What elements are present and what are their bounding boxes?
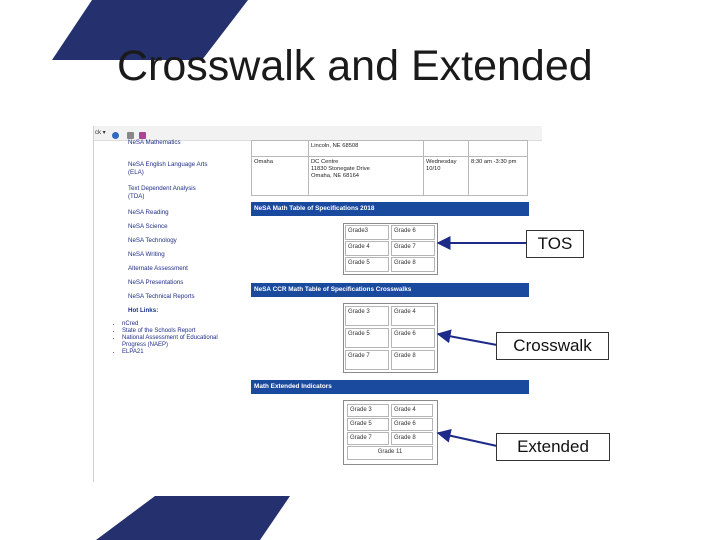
table-cell: Lincoln, NE 68508 (309, 141, 424, 157)
crosswalk-grade-link[interactable]: Grade 5 (345, 328, 389, 348)
sidebar-item[interactable]: NeSA Presentations (128, 279, 184, 286)
crosswalk-grade-link[interactable]: Grade 6 (391, 328, 435, 348)
hot-links-heading: Hot Links: (128, 307, 159, 314)
extended-section-header: Math Extended Indicators (251, 380, 529, 394)
extended-grade-link[interactable]: Grade 8 (391, 432, 433, 445)
tos-grade-link[interactable]: Grade 6 (391, 225, 435, 240)
tos-grade-link[interactable]: Grade 8 (391, 257, 435, 272)
hot-link[interactable]: • nCred (122, 321, 236, 328)
table-cell: Omaha (252, 157, 309, 196)
tos-callout: TOS (526, 230, 584, 258)
table-cell: 8:30 am -3:30 pm (469, 157, 528, 196)
sidebar-item[interactable]: Text Dependent Analysis (TDA) (128, 185, 196, 200)
tos-grade-link[interactable]: Grade3 (345, 225, 389, 240)
sidebar-item[interactable]: NeSA Mathematics (128, 139, 181, 145)
tos-section-header: NeSA Math Table of Specifications 2018 (251, 202, 529, 216)
sidebar-item[interactable]: Alternate Assessment (128, 265, 188, 272)
crosswalk-grade-link[interactable]: Grade 7 (345, 350, 389, 370)
sidebar-item[interactable]: NeSA Technical Reports (128, 293, 195, 300)
event-date: 10/10 (426, 166, 441, 172)
sidebar-item[interactable]: NeSA Technology (128, 237, 177, 244)
slide-title: Crosswalk and Extended (117, 42, 593, 90)
venue-name: DC Centre (311, 159, 339, 165)
sidebar-item[interactable]: NeSA Science (128, 223, 168, 230)
extended-callout: Extended (496, 433, 610, 461)
extended-grade-link[interactable]: Grade 5 (347, 418, 389, 431)
crosswalk-grade-link[interactable]: Grade 4 (391, 306, 435, 326)
hot-link[interactable]: • ELPA21 (122, 349, 236, 356)
tos-grade-link[interactable]: Grade 4 (345, 241, 389, 256)
crosswalk-section-header: NeSA CCR Math Table of Specifications Crosswalks (251, 283, 529, 297)
crosswalk-arrow (438, 334, 497, 345)
toolbar-text[interactable]: ck ▾ (95, 130, 106, 136)
sidebar-item[interactable]: NeSA Reading (128, 209, 169, 216)
sidebar-item[interactable]: NeSA English Language Arts (ELA) (128, 161, 208, 176)
extended-grade-link[interactable]: Grade 6 (391, 418, 433, 431)
tos-grade-link[interactable]: Grade 5 (345, 257, 389, 272)
extended-grade-link[interactable]: Grade 11 (347, 446, 433, 460)
crosswalk-grade-link[interactable]: Grade 3 (345, 306, 389, 326)
crosswalk-grade-link[interactable]: Grade 8 (391, 350, 435, 370)
venue-city: Omaha, NE 68164 (311, 173, 360, 179)
extended-arrow (438, 433, 497, 446)
crosswalk-callout: Crosswalk (496, 332, 609, 360)
hot-link[interactable]: • State of the Schools Report (122, 328, 236, 335)
venue-street: 11830 Stonegate Drive (311, 166, 370, 172)
extended-grade-link[interactable]: Grade 4 (391, 404, 433, 417)
hot-link[interactable]: • National Assessment of Educational Progress (NAEP) (122, 335, 236, 349)
extended-grade-link[interactable]: Grade 7 (347, 432, 389, 445)
event-day: Wednesday (426, 159, 457, 165)
extended-grade-link[interactable]: Grade 3 (347, 404, 389, 417)
tos-grade-link[interactable]: Grade 7 (391, 241, 435, 256)
sidebar-item[interactable]: NeSA Writing (128, 251, 165, 258)
